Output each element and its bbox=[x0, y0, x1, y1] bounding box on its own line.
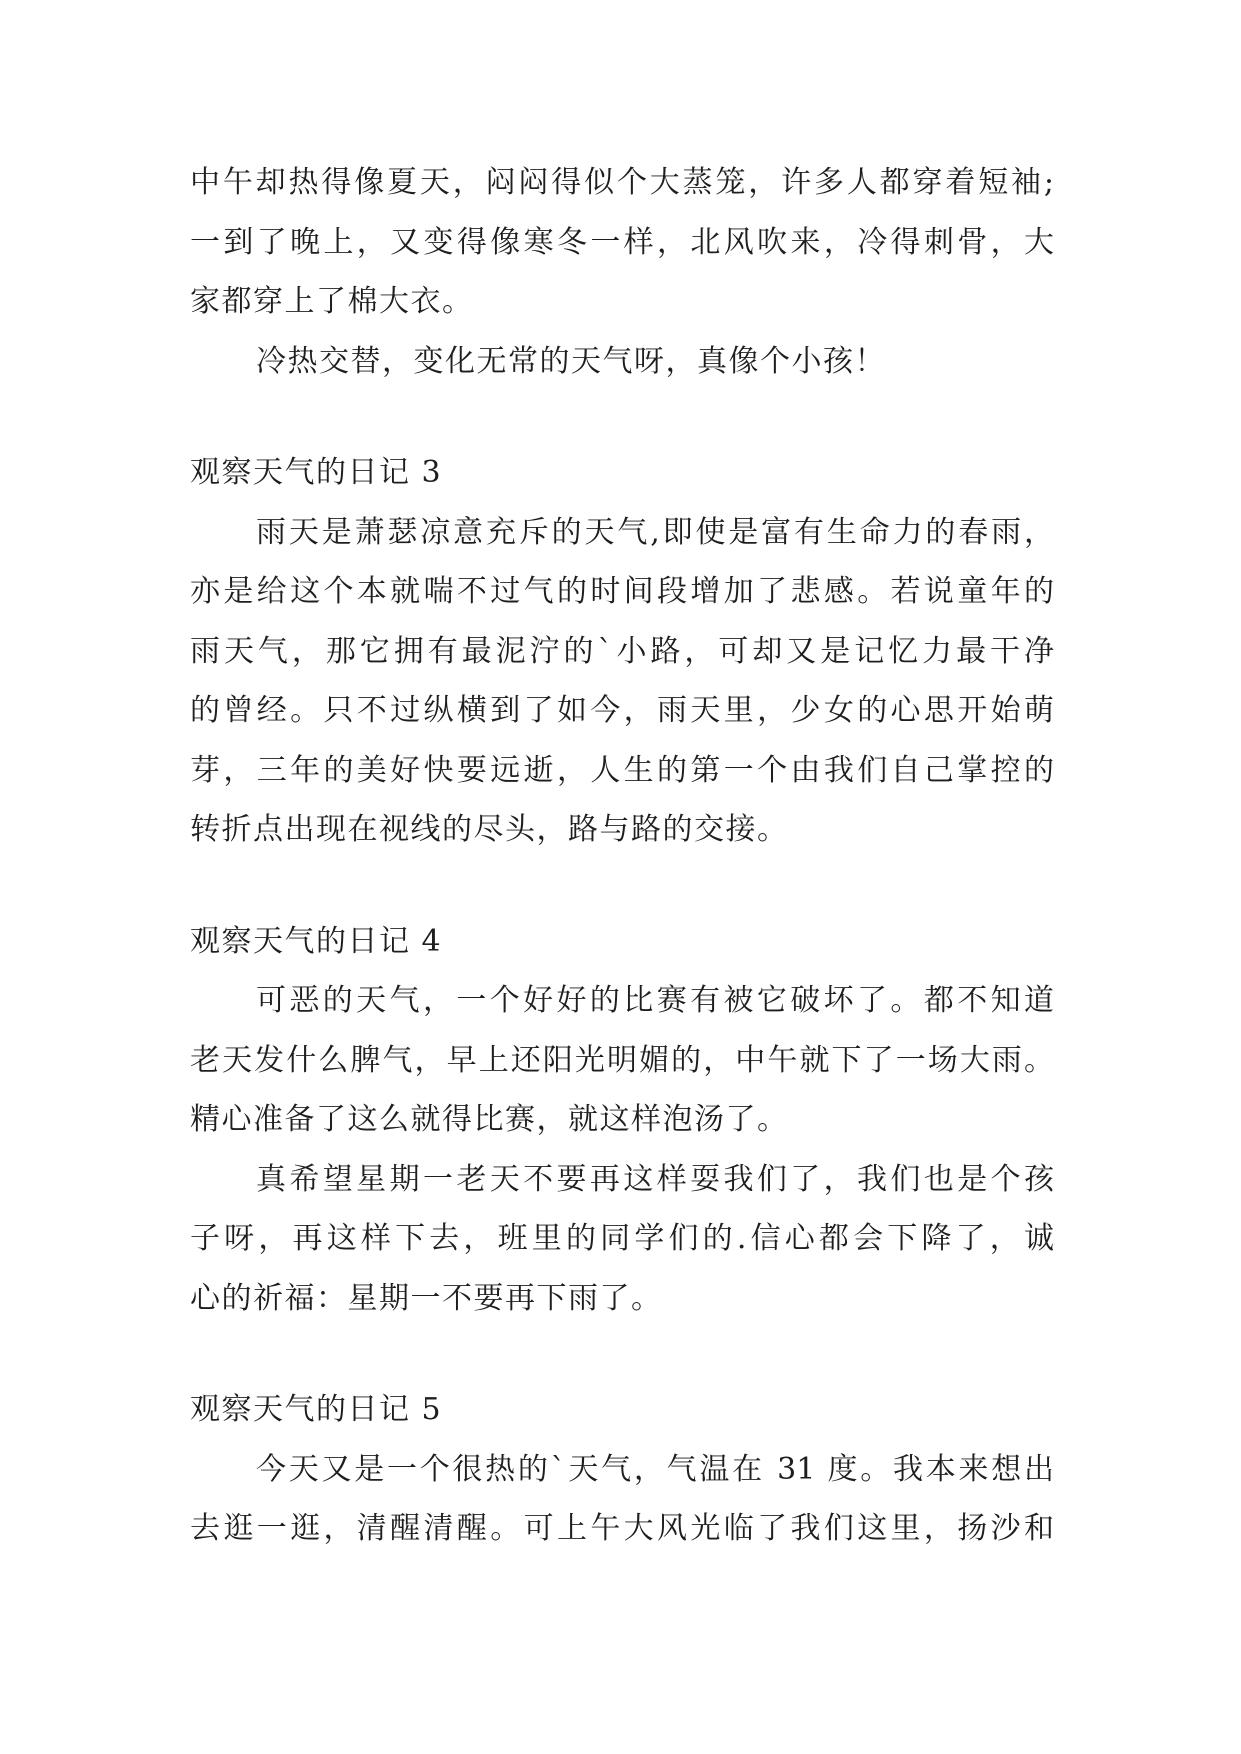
text-line: 家都穿上了棉大衣。 bbox=[190, 284, 474, 319]
paragraph bbox=[190, 503, 1054, 860]
text-line: 的曾经。只不过纵横到了如今，雨天里，少女的心思开始萌 bbox=[190, 693, 1054, 728]
text-line: 亦是给这个本就喘不过气的时间段增加了悲感。若说童年的 bbox=[190, 574, 1054, 609]
text-line: 心的祈福：星期一不要再下雨了。 bbox=[190, 1280, 663, 1316]
paragraph bbox=[190, 1440, 1054, 1559]
diary-entry-3 bbox=[190, 443, 1054, 860]
document-body bbox=[190, 153, 1054, 1559]
text-line: 冷热交替，变化无常的天气呀，真像个小孩！ bbox=[256, 343, 886, 379]
entry-heading: 观察天气的日记 4 bbox=[190, 923, 443, 959]
paragraph bbox=[190, 971, 1054, 1150]
diary-entry-5 bbox=[190, 1380, 1054, 1559]
paragraph bbox=[190, 1150, 1054, 1329]
entry-heading: 观察天气的日记 5 bbox=[190, 1392, 443, 1427]
paragraph bbox=[190, 332, 1054, 392]
text-line: 转折点出现在视线的尽头，路与路的交接。 bbox=[190, 812, 789, 847]
text-line: 中午却热得像夏天，闷闷得似个大蒸笼，许多人都穿着短袖; bbox=[190, 165, 1054, 200]
text-line: 雨天气，那它拥有最泥泞的`小路，可却又是记忆力最干净 bbox=[190, 633, 1054, 669]
text-line: 可恶的天气，一个好好的比赛有被它破坏了。都不知道 bbox=[256, 983, 1054, 1018]
text-line: 子呀，再这样下去，班里的同学们的.信心都会下降了，诚 bbox=[190, 1221, 1054, 1256]
text-line: 一到了晚上，又变得像寒冬一样，北风吹来，冷得刺骨，大 bbox=[190, 224, 1054, 260]
opening-section bbox=[190, 153, 1054, 391]
text-line: 去逛一逛，清醒清醒。可上午大风光临了我们这里，扬沙和 bbox=[190, 1511, 1054, 1546]
text-line: 真希望星期一老天不要再这样耍我们了，我们也是个孩 bbox=[256, 1161, 1054, 1197]
paragraph bbox=[190, 153, 1054, 332]
text-line: 老天发什么脾气，早上还阳光明媚的，中午就下了一场大雨。 bbox=[190, 1042, 1054, 1078]
text-line: 雨天是萧瑟凉意充斥的天气,即使是富有生命力的春雨， bbox=[256, 514, 1054, 550]
text-line: 今天又是一个很热的`天气，气温在 31 度。我本来想出 bbox=[256, 1451, 1054, 1487]
text-line: 精心准备了这么就得比赛，就这样泡汤了。 bbox=[190, 1102, 789, 1137]
entry-heading: 观察天气的日记 3 bbox=[190, 455, 443, 490]
text-line: 芽，三年的美好快要远逝，人生的第一个由我们自己掌控的 bbox=[190, 752, 1054, 788]
diary-entry-4 bbox=[190, 912, 1054, 1329]
